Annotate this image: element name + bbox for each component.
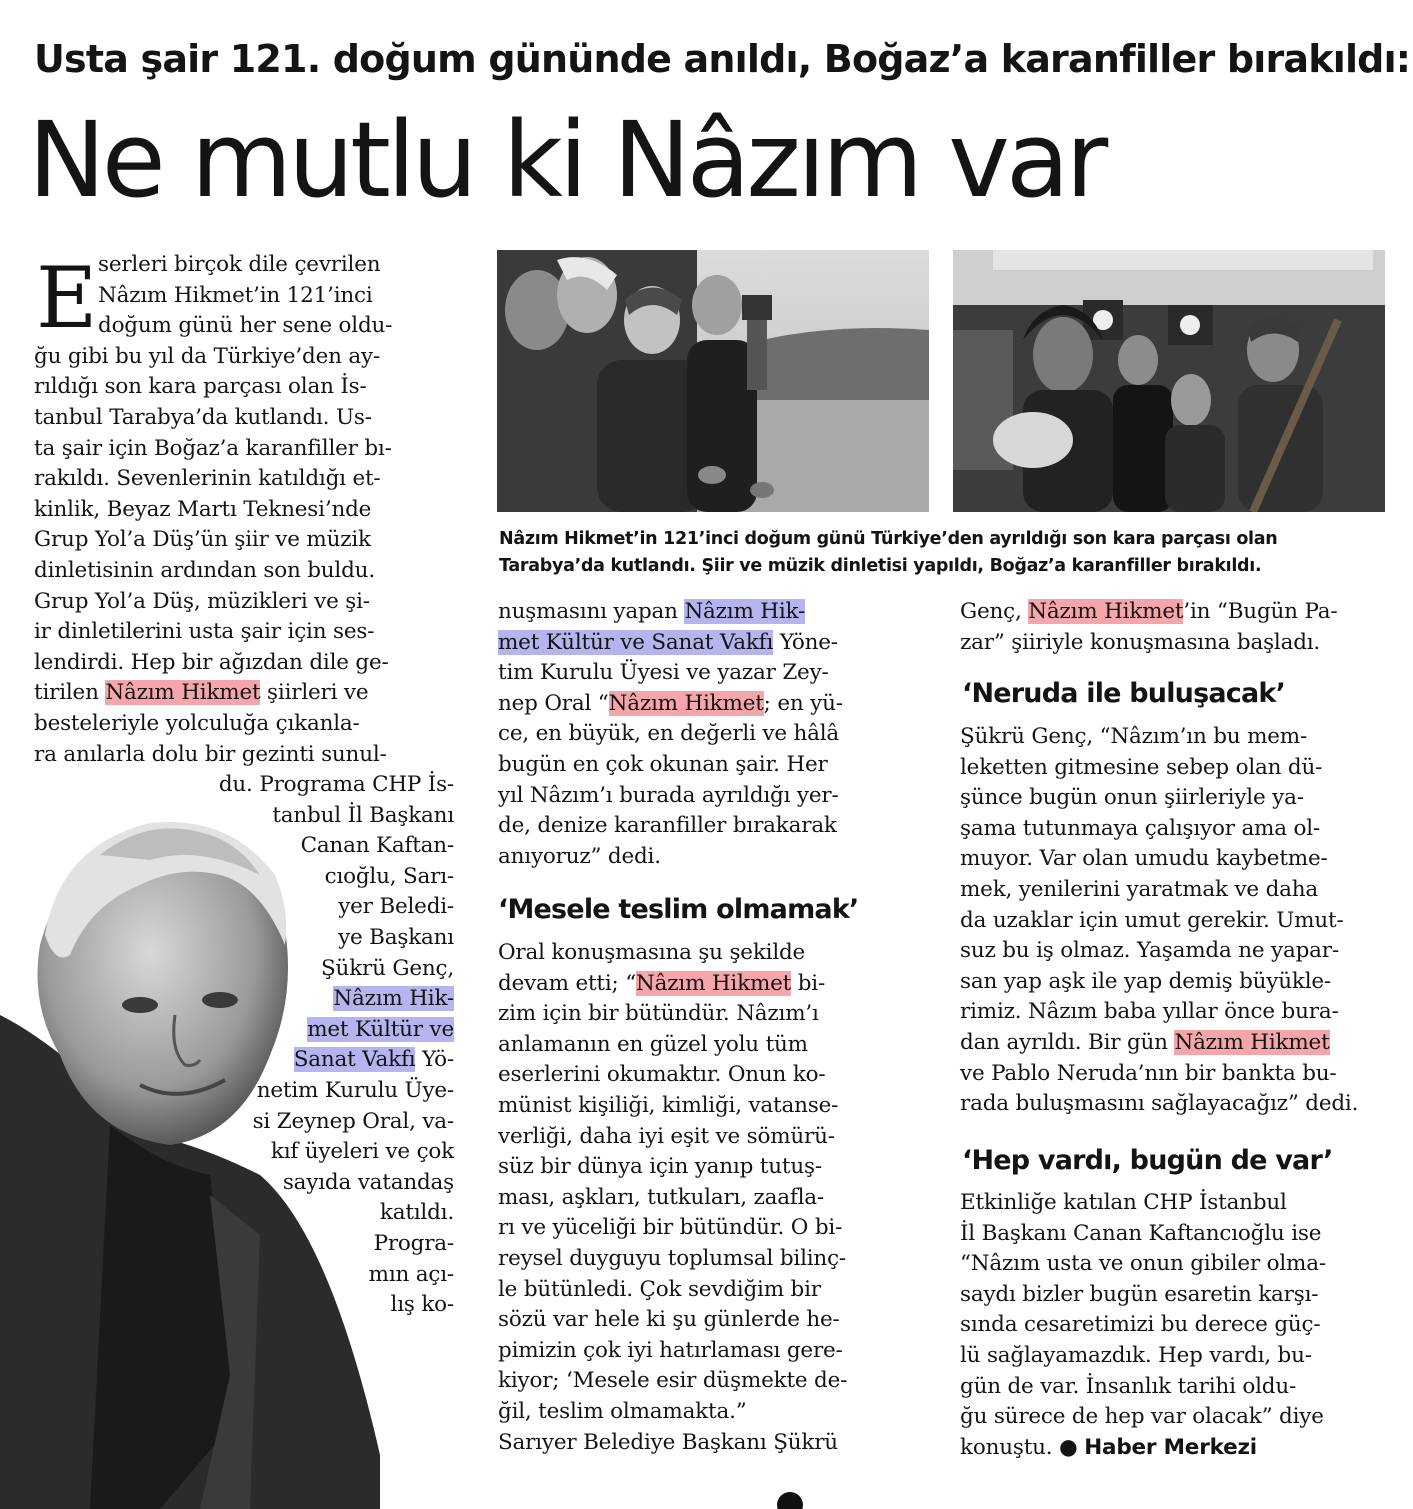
text-line: suz bu iş olmaz. Yaşamda ne yapar- [960,938,1339,964]
text-fragment: bi- [791,970,826,996]
column-3-part-3 [960,1188,1390,1463]
text-fragment: nep Oral “ [498,690,609,716]
text-line: mek, yenilerini yaratmak ve daha [960,876,1319,902]
text-line: san yap aşk ile yap demiş büyükle- [960,968,1331,994]
text-line: münist kişiliği, kimliği, vatanse- [498,1092,839,1118]
text-line: ve Pablo Neruda’nın bir bankta bu- [960,1060,1337,1086]
text-line: yer Beledi- [338,894,454,920]
text-line [960,1433,1390,1464]
photo-band-on-boat [953,250,1385,512]
highlight-vakif: met Kültür ve [307,1016,454,1042]
text-fragment: ; en yü- [763,690,843,716]
text-line: ir dinletilerini usta şair için ses- [34,619,375,645]
highlight-vakif: Nâzım Hik- [333,986,454,1012]
text-line [34,1045,454,1076]
text-line: “Nâzım usta ve onun gibiler olma- [960,1251,1326,1277]
text-line: anıyoruz” dedi. [498,843,661,869]
text-line: cıoğlu, Sarı- [324,863,454,889]
main-headline: Ne mutlu ki Nâzım var [28,99,1105,221]
text-line: lü sağlayamazdık. Hep vardı, bu- [960,1342,1312,1368]
subhead-mesele: ‘Mesele teslim olmamak’ [498,894,859,925]
text-line: Nâzım Hikmet’in 121’inci [98,282,373,308]
text-line: sözü var hele ki şu günlerde he- [498,1307,840,1333]
text-line: dinletisinin ardından son buldu. [34,557,375,583]
text-line: ğu sürece de hep var olacak” diye [960,1404,1324,1430]
highlight-vakif: Nâzım Hik- [684,599,806,624]
text-line: Progra- [373,1231,454,1256]
text-line: doğum günü her sene oldu- [98,313,393,339]
text-line: ra anılarla dolu bir gezinti sunul- [34,741,387,767]
column-3 [960,597,1390,658]
text-fragment: konuştu. ● [960,1434,1085,1460]
text-line: sında cesaretimizi bu derece güç- [960,1312,1321,1338]
text-line: Şükrü Genç, “Nâzım’ın bu mem- [960,724,1308,749]
text-line: kiyor; ‘Mesele esir düşmekte de- [498,1368,848,1394]
highlight-nazim-hikmet: Nâzım Hikmet [1028,599,1184,624]
text-line: Oral konuşmasına şu şekilde [498,940,806,965]
text-line: lendirdi. Hep bir ağızdan dile ge- [34,649,389,675]
text-line: muyor. Var olan umudu kaybetme- [960,846,1328,872]
text-line: şünce bugün onun şiirleriyle ya- [960,785,1304,811]
text-line: Grup Yol’a Düş, müzikleri ve şi- [34,588,370,614]
text-line: netim Kurulu Üye- [256,1078,454,1104]
text-line: da uzaklar için umut gerekir. Umut- [960,907,1344,933]
text-line [498,597,928,628]
page-dot-marker [777,1492,803,1509]
text-line [498,969,928,1000]
text-line: Etkinliğe katılan CHP İstanbul [960,1190,1287,1215]
text-line: besteleriyle yolculuğa çıkanla- [34,710,360,736]
text-line: pimizin çok iyi hatırlaması gere- [498,1337,843,1363]
text-line: ğu gibi bu yıl da Türkiye’den ay- [34,343,381,369]
text-line: si Zeynep Oral, va- [252,1108,454,1134]
text-line: rı ve yüceliği bir bütündür. O bi- [498,1215,843,1241]
text-line: şama tutunmaya çalışıyor ama ol- [960,815,1320,841]
column-1 [34,250,454,1321]
text-line: mın açı- [368,1261,454,1287]
text-line [960,597,1390,628]
text-line: zar” şiiriyle konuşmasına başladı. [960,629,1321,655]
text-line: kinlik, Beyaz Martı Teknesi’nde [34,496,372,522]
highlight-nazim-hikmet: Nâzım Hikmet [105,680,261,706]
text-line: ye Başkanı [338,925,454,951]
text-line: rıldığı son kara parçası olan İs- [34,374,367,400]
caption-line-1: Nâzım Hikmet’in 121’inci doğum günü Türkiye’den ayrıldığı son kara parçası olan [499,529,1278,549]
text-line: du. Programa CHP İs- [218,772,454,798]
text-line: Şükrü Genç, [321,955,454,981]
highlight-vakif: met Kültür ve Sanat Vakfı [498,629,774,655]
photo-caption [499,526,1379,580]
text-line: katıldı. [379,1200,454,1226]
subhead-hep-vardi: ‘Hep vardı, bugün de var’ [962,1145,1333,1176]
text-line [498,628,928,659]
highlight-nazim-hikmet: Nâzım Hikmet [1174,1029,1330,1055]
text-line: eserlerini okumaktır. Onun ko- [498,1062,826,1088]
text-line [960,1028,1390,1059]
text-line: de, denize karanfiller bırakarak [498,813,837,839]
byline: Haber Merkezi [1084,1434,1257,1460]
text-fragment: Yöne- [773,629,838,655]
text-line: sayıda vatandaş [282,1169,454,1195]
text-line: tim Kurulu Üyesi ve yazar Zey- [498,660,829,686]
subhead-neruda: ‘Neruda ile buluşacak’ [962,678,1286,709]
text-line: gün de var. İnsanlık tarihi oldu- [960,1373,1297,1399]
text-line: süz bir dünya için yanıp tutuş- [498,1154,822,1180]
text-line [34,984,454,1015]
text-line: le bütünledi. Çok sevdiğim bir [498,1276,821,1302]
text-line: leketten gitmesine sebep olan dü- [960,754,1323,780]
text-fragment: tirilen [34,680,106,706]
text-line [34,678,454,709]
text-line: anlamanın en güzel yolu tüm [498,1031,808,1057]
caption-line-2: Tarabya’da kutlandı. Şiir ve müzik dinletisi yapıldı, Boğaz’a karanfiller bırakıldı. [499,556,1262,576]
text-fragment: devam etti; “ [498,970,637,996]
text-line: rimiz. Nâzım baba yıllar önce bura- [960,999,1339,1025]
text-line: tanbul İl Başkanı [272,802,454,828]
text-line: ce, en büyük, en değerli ve hâlâ [498,721,840,747]
text-fragment: dan ayrıldı. Bir gün [960,1029,1175,1055]
drop-cap: E [36,249,98,347]
text-line: reysel duyguyu toplumsal bilinç- [498,1245,846,1271]
text-line: saydı bizler bugün esaretin karşı- [960,1281,1319,1307]
highlight-vakif: Sanat Vakfı [293,1047,416,1073]
text-line: ğil, teslim olmamakta.” [498,1398,747,1424]
kicker-headline: Usta şair 121. doğum gününde anıldı, Boğaz’a karanfiller bırakıldı: [34,37,1411,81]
text-line: lış ko- [390,1292,454,1318]
text-line [498,689,928,720]
text-line: rakıldı. Sevenlerinin katıldığı et- [34,466,381,492]
photo-carnation-ceremony [497,250,929,512]
text-line: ması, aşkları, tutkuları, zaafla- [498,1184,824,1210]
text-line: verliği, daha iyi eşit ve sömürü- [498,1123,835,1149]
text-line: Grup Yol’a Düş’ün şiir ve müzik [34,527,371,553]
text-line: rada buluşmasını sağlayacağız” dedi. [960,1091,1359,1117]
text-line: Canan Kaftan- [300,833,454,859]
text-fragment: nuşmasını yapan [498,599,685,624]
text-line: zim için bir bütündür. Nâzım’ı [498,1001,819,1027]
text-line: Sarıyer Belediye Başkanı Şükrü [498,1429,838,1455]
text-line: tanbul Tarabya’da kutlandı. Us- [34,404,372,430]
text-fragment: Genç, [960,599,1029,624]
text-line: kıf üyeleri ve çok [270,1139,454,1165]
text-line: İl Başkanı Canan Kaftancıoğlu ise [960,1220,1322,1246]
text-fragment: Yö- [415,1047,454,1073]
text-line: ta şair için Boğaz’a karanfiller bı- [34,435,392,461]
text-line [34,1015,454,1046]
highlight-nazim-hikmet: Nâzım Hikmet [636,970,792,996]
column-3-part-2 [960,722,1390,1120]
text-line: serleri birçok dile çevrilen [98,252,381,277]
column-2 [498,597,928,872]
column-2-part-2 [498,938,928,1458]
highlight-nazim-hikmet: Nâzım Hikmet [608,690,764,716]
text-line: bugün en çok okunan şair. Her [498,751,828,777]
text-fragment: ’in “Bugün Pa- [1183,599,1338,624]
text-line: yıl Nâzım’ı burada ayrıldığı yer- [498,782,839,808]
text-fragment: şiirleri ve [260,680,369,706]
